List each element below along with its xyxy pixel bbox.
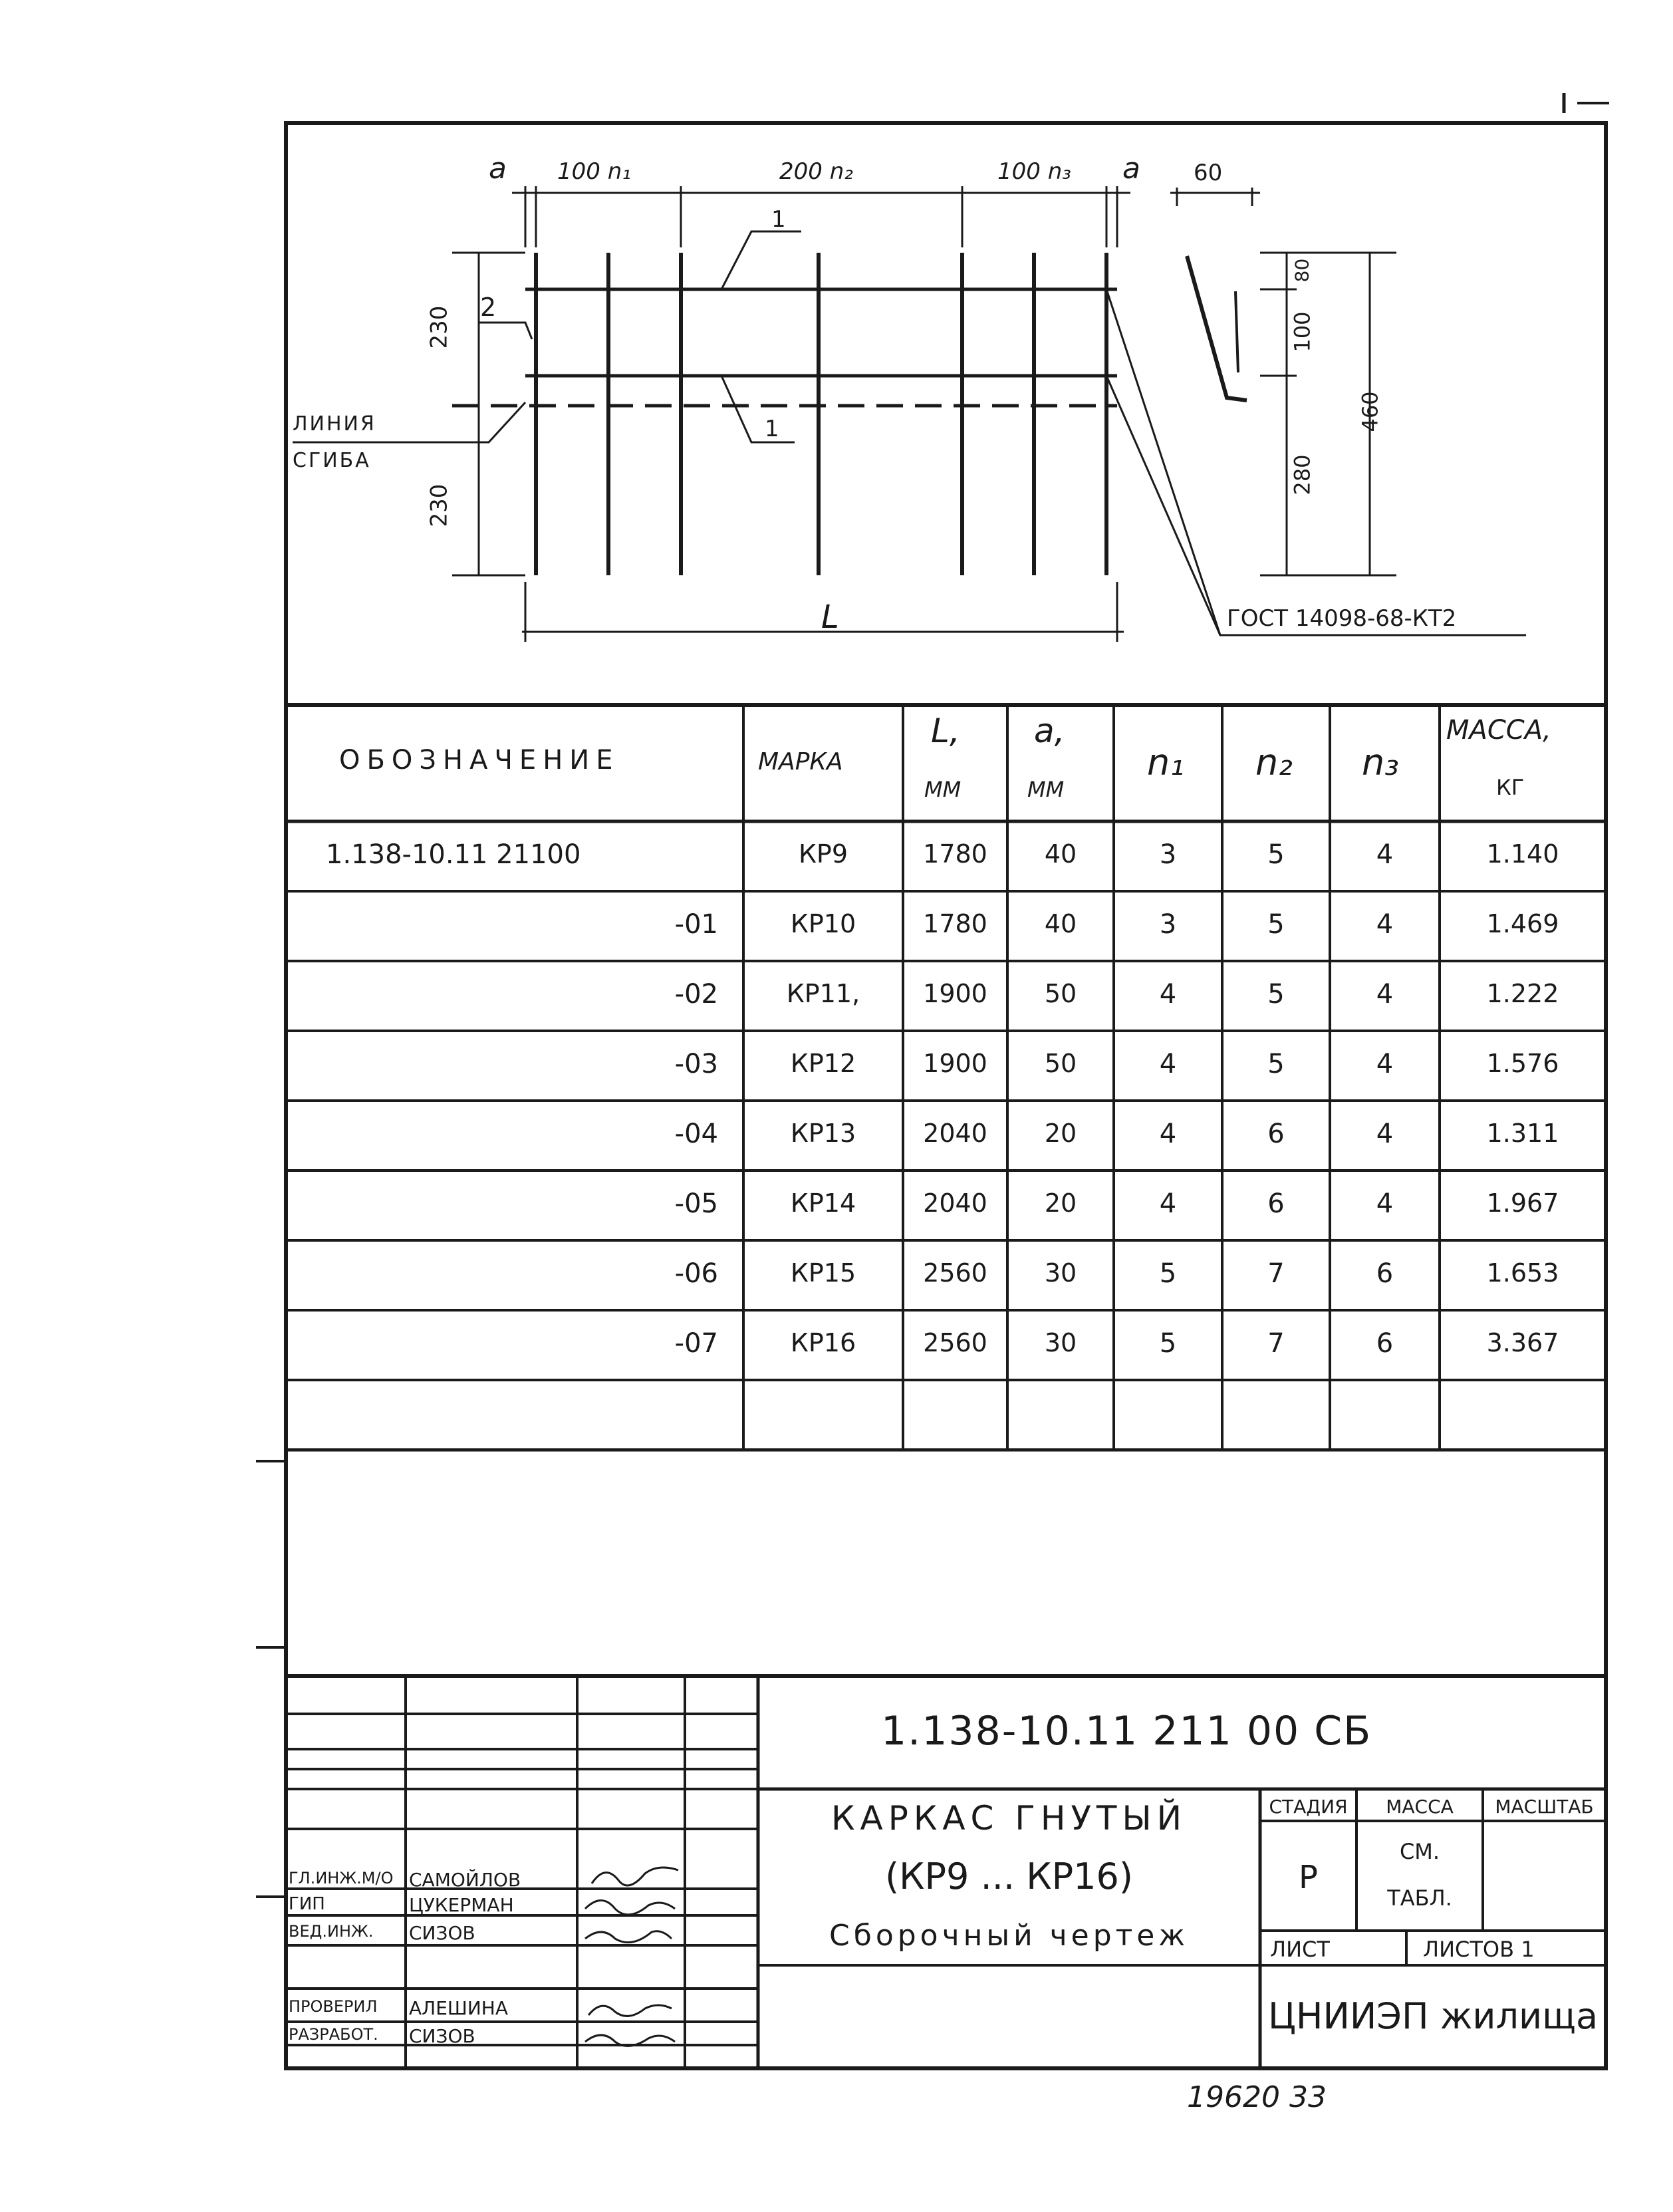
cell-mass: 1.222	[1486, 979, 1559, 1008]
dim-230-upper: 230	[426, 305, 453, 349]
header-n3: n₃	[1362, 742, 1399, 783]
cell-mark: КР15	[790, 1258, 856, 1288]
bend-line-label-2: СГИБА	[293, 449, 371, 472]
signature-role: РАЗРАБОТ.	[289, 2025, 378, 2044]
dim-280: 280	[1289, 454, 1315, 495]
header-L-unit: ММ	[924, 777, 962, 802]
cell-n1: 3	[1159, 839, 1177, 870]
cell-designation: 1.138-10.11 21100	[326, 839, 581, 870]
cell-designation: -06	[674, 1258, 718, 1289]
cell-mark: КР12	[790, 1049, 856, 1078]
cell-n2: 7	[1267, 1328, 1285, 1359]
cell-n1: 3	[1159, 909, 1177, 940]
cell-n2: 5	[1267, 1049, 1285, 1079]
cell-n2: 6	[1267, 1119, 1285, 1149]
cell-mark: КР9	[798, 839, 848, 869]
signature-name: СИЗОВ	[409, 1922, 475, 1944]
cell-n3: 6	[1376, 1328, 1394, 1359]
cell-mark: КР13	[790, 1119, 856, 1148]
signature-name: САМОЙЛОВ	[409, 1869, 521, 1891]
cell-L: 1900	[923, 1049, 987, 1078]
cell-n1: 4	[1159, 1119, 1177, 1149]
cell-a: 20	[1044, 1188, 1077, 1218]
signature-name: СИЗОВ	[409, 2025, 475, 2047]
cell-n2: 5	[1267, 909, 1285, 940]
frame-drawing	[293, 186, 1526, 642]
sheet-label: ЛИСТ	[1270, 1937, 1330, 1962]
cell-n3: 4	[1376, 909, 1394, 940]
cell-n1: 4	[1159, 1049, 1177, 1079]
cell-n2: 5	[1267, 839, 1285, 870]
signature-role: ГЛ.ИНЖ.М/О	[289, 1869, 394, 1887]
header-a: a,	[1034, 712, 1065, 750]
cell-n3: 4	[1376, 1119, 1394, 1149]
title-line-3: Сборочный чертеж	[829, 1919, 1190, 1953]
dim-100: 100	[1289, 311, 1315, 352]
dim-a-left: a	[489, 152, 507, 186]
cell-n2: 5	[1267, 979, 1285, 1010]
signature-scribble	[585, 1931, 672, 1943]
cell-designation: -03	[674, 1049, 718, 1079]
cell-designation: -07	[674, 1328, 718, 1359]
position-2: 2	[480, 293, 497, 322]
cell-n1: 5	[1159, 1328, 1177, 1359]
cell-a: 50	[1044, 1049, 1077, 1078]
signature-name: АЛЕШИНА	[409, 1997, 508, 2019]
signature-role: ПРОВЕРИЛ	[289, 1997, 378, 2016]
cell-a: 30	[1044, 1328, 1077, 1357]
bend-line-label-1: ЛИНИЯ	[293, 412, 376, 436]
cell-n2: 6	[1267, 1188, 1285, 1219]
cell-n1: 4	[1159, 1188, 1177, 1219]
cell-designation: -04	[674, 1119, 718, 1149]
cell-L: 1780	[923, 909, 987, 938]
doc-code: 1.138-10.11 211 00 СБ	[881, 1708, 1372, 1754]
cell-n3: 4	[1376, 1188, 1394, 1219]
cell-mark: КР11,	[786, 979, 860, 1008]
cell-n3: 6	[1376, 1258, 1394, 1289]
cell-n2: 7	[1267, 1258, 1285, 1289]
cell-mass: 1.140	[1486, 839, 1559, 869]
header-n1: n₁	[1147, 742, 1184, 783]
organization: ЦНИИЭП жилища	[1267, 1995, 1599, 2037]
sheet-frame	[286, 123, 1606, 2068]
sheets-label: ЛИСТОВ 1	[1423, 1937, 1535, 1962]
cell-L: 2560	[923, 1258, 987, 1288]
cell-n3: 4	[1376, 979, 1394, 1010]
archive-number: 19620 33	[1187, 2080, 1327, 2114]
cell-mass: 1.653	[1486, 1258, 1559, 1288]
dim-460: 460	[1357, 391, 1383, 432]
cell-a: 30	[1044, 1258, 1077, 1288]
cell-n1: 5	[1159, 1258, 1177, 1289]
dim-hook-60: 60	[1194, 160, 1223, 186]
stage-label: СТАДИЯ	[1269, 1796, 1348, 1818]
position-1-bottom: 1	[765, 416, 779, 442]
cell-mass: 3.367	[1486, 1328, 1559, 1357]
cell-mark: КР10	[790, 909, 856, 938]
dim-100-n3: 100 n₃	[997, 158, 1071, 185]
signature-scribble	[588, 2005, 672, 2016]
signature-role: ВЕД.ИНЖ.	[289, 1922, 374, 1941]
header-designation: ОБОЗНАЧЕНИЕ	[339, 745, 620, 775]
mass-value-2: ТАБЛ.	[1387, 1885, 1452, 1911]
cell-mass: 1.967	[1486, 1188, 1559, 1218]
title-line-2: (КР9 ... КР16)	[885, 1856, 1133, 1897]
signature-name: ЦУКЕРМАН	[409, 1894, 514, 1916]
dim-200-n2: 200 n₂	[779, 158, 853, 185]
signature-role: ГИП	[289, 1894, 325, 1914]
cell-L: 2040	[923, 1188, 987, 1218]
gost-reference: ГОСТ 14098-68-КТ2	[1227, 605, 1457, 632]
cell-designation: -01	[674, 909, 718, 940]
mass-label: МАССА	[1386, 1796, 1454, 1818]
cell-designation: -02	[674, 979, 718, 1010]
cell-mark: КР14	[790, 1188, 856, 1218]
header-n2: n₂	[1255, 742, 1293, 783]
dim-80: 80	[1291, 258, 1313, 283]
cell-n3: 4	[1376, 1049, 1394, 1079]
cell-a: 50	[1044, 979, 1077, 1008]
header-a-unit: ММ	[1027, 777, 1065, 802]
dim-a-right: a	[1122, 152, 1140, 186]
title-line-1: КАРКАС ГНУТЫЙ	[831, 1799, 1187, 1838]
cell-mass: 1.576	[1486, 1049, 1559, 1078]
signature-scribble	[585, 1901, 675, 1915]
stage-value: Р	[1299, 1859, 1318, 1896]
header-L: L,	[931, 712, 960, 750]
cell-L: 2560	[923, 1328, 987, 1357]
header-mark: МАРКА	[758, 748, 843, 775]
header-mass: МАССА,	[1446, 715, 1551, 746]
header-mass-unit: КГ	[1496, 775, 1525, 800]
cell-mark: КР16	[790, 1328, 856, 1357]
cell-a: 40	[1044, 909, 1077, 938]
signature-scribble	[592, 1867, 678, 1885]
position-1-top: 1	[771, 206, 786, 233]
dim-100-n1: 100 n₁	[557, 158, 631, 185]
cell-designation: -05	[674, 1188, 718, 1219]
cell-mass: 1.469	[1486, 909, 1559, 938]
cell-L: 1780	[923, 839, 987, 869]
scale-label: МАСШТАБ	[1495, 1796, 1594, 1818]
cell-a: 40	[1044, 839, 1077, 869]
length-L: L	[821, 599, 839, 636]
cell-mass: 1.311	[1486, 1119, 1559, 1148]
cell-n3: 4	[1376, 839, 1394, 870]
mass-value-1: СМ.	[1399, 1839, 1440, 1864]
dim-230-lower: 230	[426, 484, 453, 527]
cell-n1: 4	[1159, 979, 1177, 1010]
cell-a: 20	[1044, 1119, 1077, 1148]
cell-L: 2040	[923, 1119, 987, 1148]
cell-L: 1900	[923, 979, 987, 1008]
